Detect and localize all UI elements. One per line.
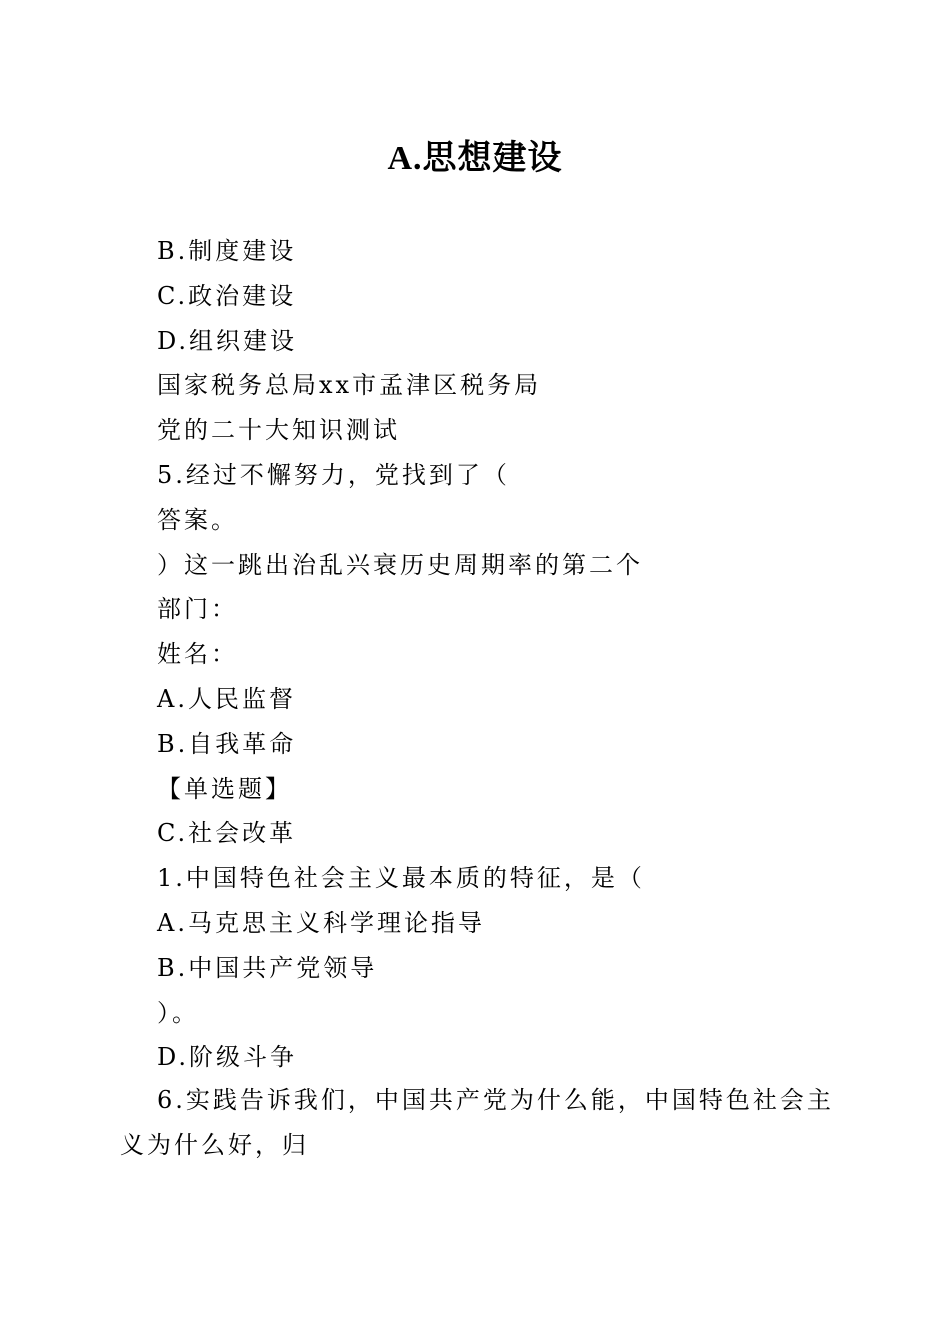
text-line: D.组织建设 <box>157 326 298 355</box>
text-line: D.阶级斗争 <box>157 1043 298 1072</box>
text-line: B.制度建设 <box>157 237 297 265</box>
text-line: 姓名： <box>157 640 238 669</box>
document-lines <box>157 229 857 1080</box>
text-line: B.中国共产党领导 <box>157 953 378 982</box>
text-line: 国家税务总局xx市孟津区税务局 <box>157 371 542 400</box>
text-line: 1.中国特色社会主义最本质的特征，是（ <box>157 864 645 893</box>
text-line: 【单选题】 <box>157 774 292 803</box>
text-line: A.人民监督 <box>157 684 296 713</box>
final-paragraph: 6.实践告诉我们，中国共产党为什么能，中国特色社会主义为什么好，归 <box>120 1086 834 1159</box>
text-line: 部门： <box>157 595 238 624</box>
text-line: 党的二十大知识测试 <box>157 416 400 445</box>
text-line: ）这一跳出治乱兴衰历史周期率的第二个 <box>157 550 643 579</box>
text-line: 5.经过不懈努力，党找到了（ <box>157 460 510 489</box>
text-line: A.马克思主义科学理论指导 <box>157 908 485 937</box>
text-line: B.自我革命 <box>157 729 297 758</box>
text-line: 答案。 <box>157 505 238 534</box>
document-title: A.思想建设 <box>387 140 563 177</box>
text-line: C.社会改革 <box>157 819 297 848</box>
text-line: C.政治建设 <box>157 281 297 310</box>
text-line: ）。 <box>157 998 199 1027</box>
